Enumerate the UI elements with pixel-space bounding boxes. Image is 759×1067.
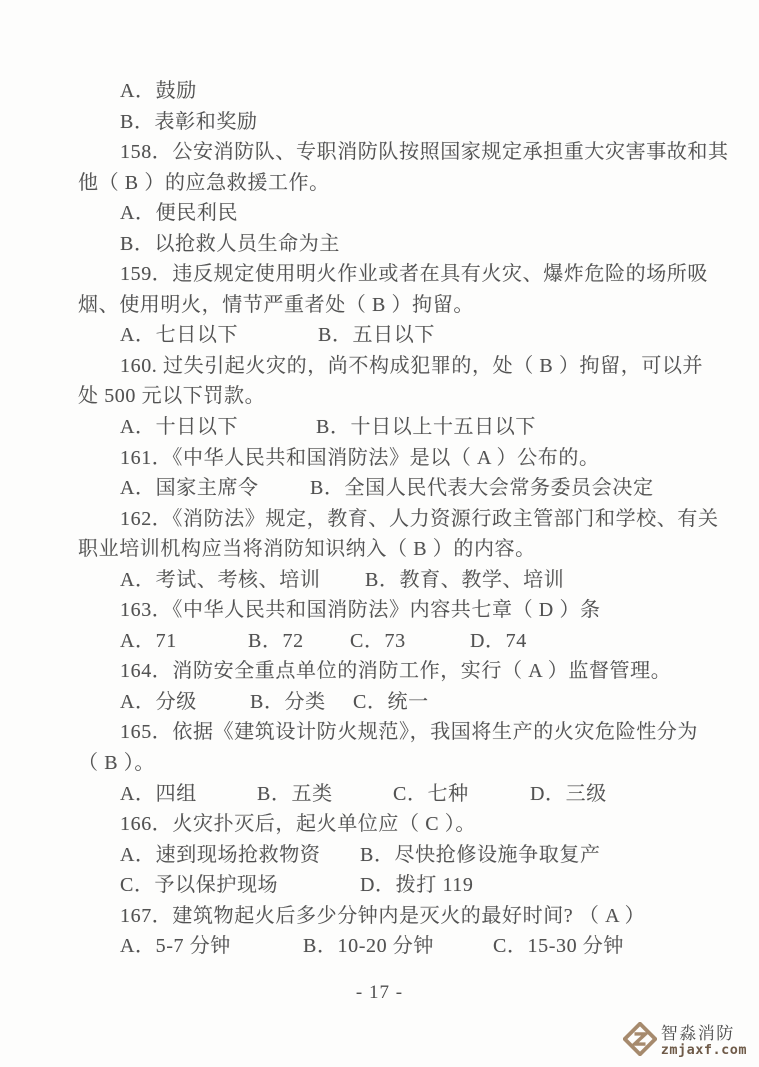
document-body — [78, 76, 729, 962]
option-item: B．教育、教学、培训 — [365, 568, 565, 591]
option-item: B．五日以下 — [318, 324, 435, 347]
question-line: 他（ B ）的应急救援工作。 — [78, 171, 330, 194]
option-item: C．七种 — [393, 782, 469, 805]
brand-name: 智淼消防 — [660, 1024, 735, 1044]
question-line: 167．建筑物起火后多少分钟内是灭火的最好时间? （ A ） — [120, 904, 646, 927]
option-row — [78, 412, 670, 443]
option-row — [78, 198, 670, 229]
option-item: A．考试、考核、培训 — [120, 568, 321, 591]
question-line: 159．违反规定使用明火作业或者在具有火灾、爆炸危险的场所吸 — [120, 263, 708, 286]
brand-domain: zmjaxf.com — [660, 1042, 747, 1059]
option-item: A．四组 — [120, 782, 197, 805]
option-item: B．表彰和奖励 — [120, 110, 258, 133]
option-row — [78, 229, 670, 260]
option-item: B．五类 — [257, 782, 333, 805]
question-line: 烟、使用明火，情节严重者处（ B ）拘留。 — [78, 293, 474, 316]
option-row — [78, 626, 670, 657]
option-item: A．5-7 分钟 — [120, 935, 231, 958]
option-item: B．以抢救人员生命为主 — [120, 232, 340, 255]
option-row — [78, 320, 670, 351]
option-item: B．72 — [248, 629, 304, 652]
option-item: C．73 — [350, 629, 406, 652]
option-item: C．予以保护现场 — [120, 874, 279, 897]
option-row — [78, 687, 670, 718]
option-item: A．速到现场抢救物资 — [120, 843, 321, 866]
option-row — [78, 870, 670, 901]
option-item: D．拨打 119 — [360, 874, 474, 897]
option-row — [78, 565, 670, 596]
option-item: C．15-30 分钟 — [493, 935, 624, 958]
page-number: - 17 - — [355, 982, 404, 1003]
option-row — [78, 107, 670, 138]
question-line: 职业培训机构应当将消防知识纳入（ B ）的内容。 — [78, 538, 536, 561]
question-line: 164．消防安全重点单位的消防工作，实行（ A ）监督管理。 — [120, 660, 672, 683]
option-item: D．74 — [470, 629, 527, 652]
option-item: A．七日以下 — [120, 324, 239, 347]
option-item: A．鼓励 — [120, 80, 197, 102]
option-item: C．统一 — [353, 690, 429, 713]
question-line: （ B ）。 — [78, 752, 155, 775]
option-row — [78, 840, 670, 871]
question-line: 处 500 元以下罚款。 — [78, 385, 266, 408]
option-item: B．全国人民代表大会常务委员会决定 — [310, 477, 654, 500]
logo-text — [661, 1025, 747, 1058]
option-item: A．分级 — [120, 690, 197, 713]
question-line: 165．依据《建筑设计防火规范》，我国将生产的火灾危险性分为 — [120, 721, 698, 744]
logo — [623, 1022, 747, 1061]
option-row — [78, 473, 670, 504]
option-row — [78, 931, 670, 962]
option-item: A．71 — [120, 629, 177, 652]
question-line: 160. 过失引起火灾的，尚不构成犯罪的，处（ B ）拘留，可以并 — [120, 354, 704, 377]
option-row — [78, 779, 670, 810]
question-line: 163．《中华人民共和国消防法》内容共七章（ D ）条 — [120, 599, 601, 622]
question-line: 162．《消防法》规定，教育、人力资源行政主管部门和学校、有关 — [120, 507, 719, 530]
option-item: D．三级 — [530, 782, 607, 805]
question-line: 166．火灾扑灭后，起火单位应（ C ）。 — [120, 813, 476, 836]
option-item: A．便民利民 — [120, 202, 239, 225]
option-item: B．分类 — [250, 690, 326, 713]
question-line: 158．公安消防队、专职消防队按照国家规定承担重大灾害事故和其 — [120, 141, 729, 164]
option-row — [78, 76, 670, 107]
option-item: B．10-20 分钟 — [303, 935, 434, 958]
question-line: 161．《中华人民共和国消防法》是以（ A ）公布的。 — [120, 446, 600, 469]
option-item: A．十日以下 — [120, 416, 239, 439]
diamond-z-icon — [623, 1022, 657, 1061]
option-item: A．国家主席令 — [120, 477, 259, 500]
option-item: B．尽快抢修设施争取复产 — [360, 843, 601, 866]
option-item: B．十日以上十五日以下 — [316, 416, 536, 439]
